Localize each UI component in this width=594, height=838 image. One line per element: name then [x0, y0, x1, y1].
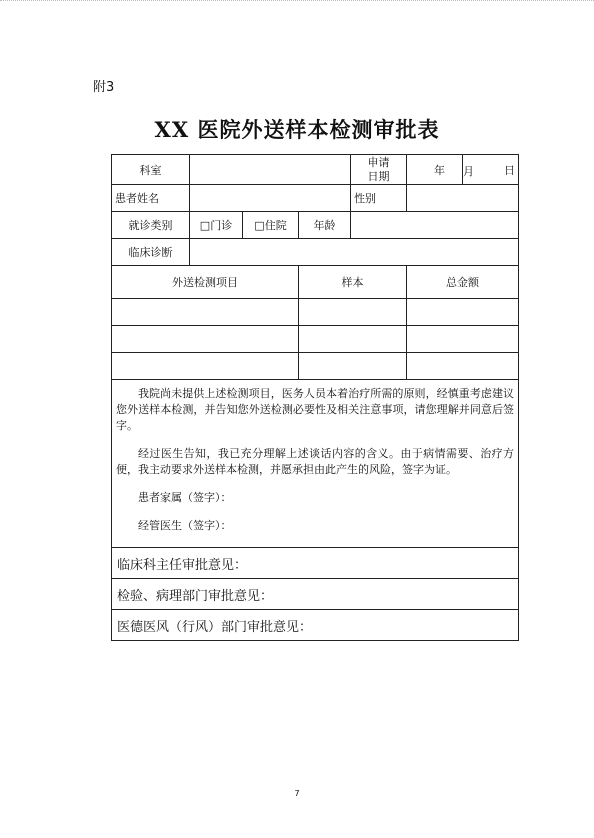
sample-field[interactable]	[299, 353, 407, 380]
diagnosis-label: 临床诊断	[112, 239, 190, 266]
doctor-signature-label: 经管医生（签字）：	[138, 519, 232, 532]
consent-notice	[112, 380, 519, 548]
sample-header: 样本	[299, 266, 407, 299]
age-label: 年龄	[299, 212, 351, 239]
row-notice	[112, 380, 519, 548]
amount-field[interactable]	[407, 353, 519, 380]
apply-date-label: 申请 日期	[351, 155, 407, 185]
apply-date-year[interactable]	[407, 155, 463, 185]
amount-field[interactable]	[407, 326, 519, 353]
approval-form-table	[111, 154, 519, 641]
inpatient-checkbox[interactable]: □住院	[243, 212, 299, 239]
page-top-border	[0, 0, 594, 1]
apply-date-month-day[interactable]	[463, 155, 519, 185]
family-signature-label: 患者家属（签字）：	[138, 491, 232, 504]
test-items-header: 外送检测项目	[112, 266, 299, 299]
test-item-field[interactable]	[112, 299, 299, 326]
department-label: 科室	[112, 155, 190, 185]
row-items-header	[112, 266, 519, 299]
outpatient-checkbox[interactable]: □门诊	[190, 212, 243, 239]
sample-field[interactable]	[299, 299, 407, 326]
page-title: XX 医院外送样本检测审批表	[154, 117, 440, 142]
row-patient-name	[112, 185, 519, 212]
test-item-field[interactable]	[112, 326, 299, 353]
visit-type-label: 就诊类别	[112, 212, 190, 239]
total-amount-header: 总金额	[407, 266, 519, 299]
table-row	[112, 326, 519, 353]
gender-label: 性别	[351, 185, 407, 212]
department-field[interactable]	[190, 155, 351, 185]
table-row	[112, 353, 519, 380]
day-label: 日	[504, 163, 516, 177]
row-diagnosis	[112, 239, 519, 266]
year-label: 年	[434, 163, 446, 177]
row-visit-type	[112, 212, 519, 239]
age-field[interactable]	[351, 212, 519, 239]
page-number: 7	[294, 789, 300, 798]
row-approval-ethics	[112, 610, 519, 641]
row-approval-clinical	[112, 548, 519, 579]
diagnosis-field[interactable]	[190, 239, 519, 266]
lab-approval-field[interactable]: 检验、病理部门审批意见：	[112, 579, 519, 610]
clinical-approval-field[interactable]: 临床科主任审批意见：	[112, 548, 519, 579]
test-item-field[interactable]	[112, 353, 299, 380]
attachment-label: 附3	[93, 80, 115, 95]
ethics-approval-field[interactable]: 医德医风（行风）部门审批意见：	[112, 610, 519, 641]
row-approval-lab	[112, 579, 519, 610]
gender-field[interactable]	[407, 185, 519, 212]
table-row	[112, 299, 519, 326]
amount-field[interactable]	[407, 299, 519, 326]
row-department-date	[112, 155, 519, 185]
month-label: 月	[463, 165, 475, 178]
patient-name-field[interactable]	[190, 185, 351, 212]
patient-name-label: 患者姓名	[112, 185, 190, 212]
sample-field[interactable]	[299, 326, 407, 353]
notice-paragraph-2: 经过医生告知，我已充分理解上述谈话内容的含义。由于病情需要、治疗方便，我主动要求外送样本检测，并愿承担由此产生的风险，签字为证。	[116, 447, 515, 476]
notice-paragraph-1: 我院尚未提供上述检测项目，医务人员本着治疗所需的原则，经慎重考虑建议您外送样本检测，并告知您外送检测必要性及相关注意事项，请您理解并同意后签字。	[116, 387, 515, 432]
